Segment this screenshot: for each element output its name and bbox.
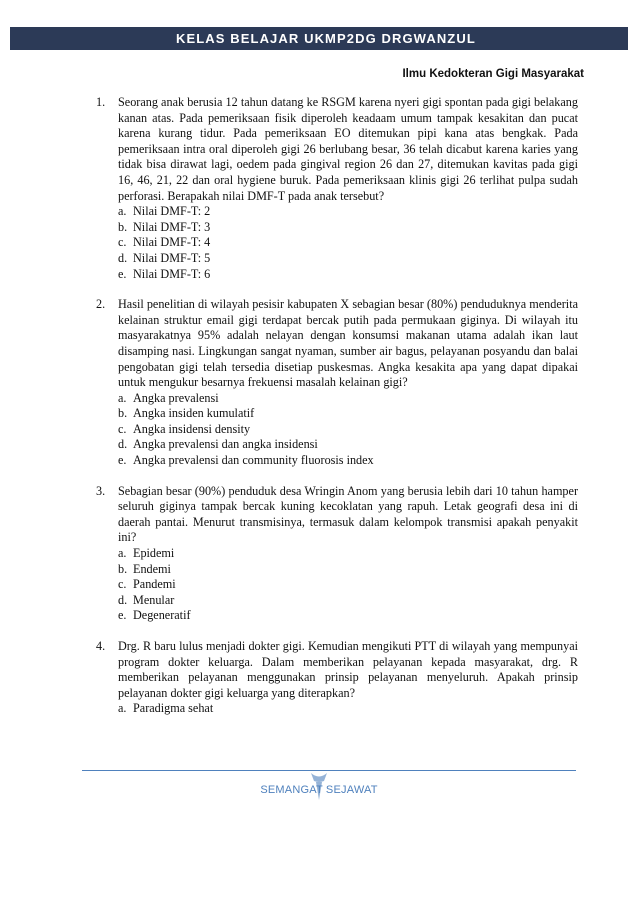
option-text: Angka prevalensi dan angka insidensi (133, 437, 318, 452)
option-text: Nilai DMF-T: 6 (133, 266, 211, 281)
question-number: 2. (96, 297, 106, 312)
subject-title: Ilmu Kedokteran Gigi Masyarakat (402, 68, 584, 80)
option-text: Nilai DMF-T: 4 (133, 235, 211, 250)
question-2 (96, 297, 578, 469)
option-letter: a. (118, 204, 127, 219)
option-letter: a. (118, 701, 127, 716)
option-text: Nilai DMF-T: 2 (133, 204, 211, 219)
option-d (118, 437, 578, 453)
option-b (118, 220, 578, 236)
option-letter: c. (118, 421, 127, 436)
question-number: 1. (96, 95, 106, 109)
option-letter: e. (118, 453, 127, 468)
option-text: Paradigma sehat (133, 701, 214, 716)
question-text: Drg. R baru lulus menjadi dokter gigi. Kemudian mengikuti PTT di wilayah yang mempunyai program dokter keluarga. Dalam memberikan pelayanan kepada masyarakat, drg. R memberikan pelayanan menggunakan prinsip pelayanan menyeluruh. Apakah prinsip pelayanan dokter gigi keluarga yang diterapkan? (118, 639, 578, 700)
option-d (118, 251, 578, 267)
option-text: Endemi (133, 561, 171, 576)
option-a (118, 391, 578, 407)
option-letter: b. (118, 219, 128, 234)
option-text: Angka insidensi density (133, 421, 251, 436)
option-e (118, 267, 578, 283)
question-text: Hasil penelitian di wilayah pesisir kabupaten X sebagian besar (80%) penduduknya menderita kelainan struktur email gigi terdapat bercak putih pada permukaan giginya. Di wilayah itu masyarakatnya 95% adalah nelayan dengan konsumsi makanan utama adalah ikan laut disamping nasi. Lingkungan sangat nyaman, sumber air bagus, pelayanan posyandu dan balai pengobatan gigi telah tersedia disetiap puskesmas. Angka kesakita apa yang dapat dipakai untuk mengukur besarnya frekuensi masalah kelainan gigi? (118, 297, 578, 390)
option-letter: b. (118, 561, 128, 576)
option-letter: c. (118, 235, 127, 250)
option-letter: d. (118, 437, 128, 452)
question-number: 4. (96, 639, 106, 653)
option-b (118, 406, 578, 422)
question-text: Sebagian besar (90%) penduduk desa Wringin Anom yang berusia lebih dari 10 tahun hamper seluruh giginya tampak bercak kuning kecoklatan yang rapuh. Letak geografi desa ini di daerah pantai. Menurut transmisinya, termasuk dalam kelompok transmisi apakah penyakit ini? (118, 483, 578, 545)
footer-motto: SEMANGAT SEJAWAT (260, 784, 378, 796)
header-bar (10, 27, 628, 50)
question-1 (96, 95, 578, 282)
question-number: 3. (96, 483, 106, 498)
option-text: Angka insiden kumulatif (133, 406, 255, 421)
option-c (118, 422, 578, 438)
option-letter: d. (118, 250, 128, 265)
question-4 (96, 639, 578, 717)
option-letter: a. (118, 390, 127, 405)
option-a (118, 701, 578, 717)
option-letter: c. (118, 577, 127, 592)
option-letter: d. (118, 592, 128, 607)
option-letter: e. (118, 608, 127, 623)
option-c (118, 235, 578, 251)
option-b (118, 562, 578, 578)
option-text: Angka prevalensi (133, 390, 219, 405)
option-letter: a. (118, 546, 127, 561)
option-text: Nilai DMF-T: 3 (133, 219, 211, 234)
footer-divider (82, 770, 576, 771)
header-title: KELAS BELAJAR UKMP2DG DRGWANZUL (176, 31, 476, 46)
option-text: Angka prevalensi dan community fluorosis index (133, 453, 374, 468)
option-e (118, 608, 578, 624)
option-text: Degeneratif (133, 608, 191, 623)
question-text: Seorang anak berusia 12 tahun datang ke RSGM karena nyeri gigi spontan pada gigi belakang kanan atas. Pada pemeriksaan fisik diperoleh keadaam umum tampak kesakitan dan pucat karena kurang tidur. Pada pemeriksaan EO ditemukan pipi kana atas bengkak. Pada pemeriksaan intra oral diperoleh gigi 26 berlubang besar, 36 telah dicabut karena karies yang tidak bisa dirawat lagi, oedem pada gingival region 26 dan 27, ditemukan kavitas pada gigi 16, 46, 21, 22 dan oral hygiene buruk. Pada pemeriksaan klinis gigi 26 terlihat pulpa sudah perforasi. Berapakah nilai DMF-T pada anak tersebut? (118, 95, 578, 203)
option-text: Nilai DMF-T: 5 (133, 250, 211, 265)
question-list (96, 95, 578, 732)
option-text: Menular (133, 592, 175, 607)
option-letter: b. (118, 406, 128, 421)
option-d (118, 593, 578, 609)
option-a (118, 546, 578, 562)
question-3 (96, 484, 578, 624)
option-a (118, 204, 578, 220)
option-text: Epidemi (133, 546, 175, 561)
option-c (118, 577, 578, 593)
option-e (118, 453, 578, 469)
option-text: Pandemi (133, 577, 176, 592)
option-letter: e. (118, 266, 127, 281)
